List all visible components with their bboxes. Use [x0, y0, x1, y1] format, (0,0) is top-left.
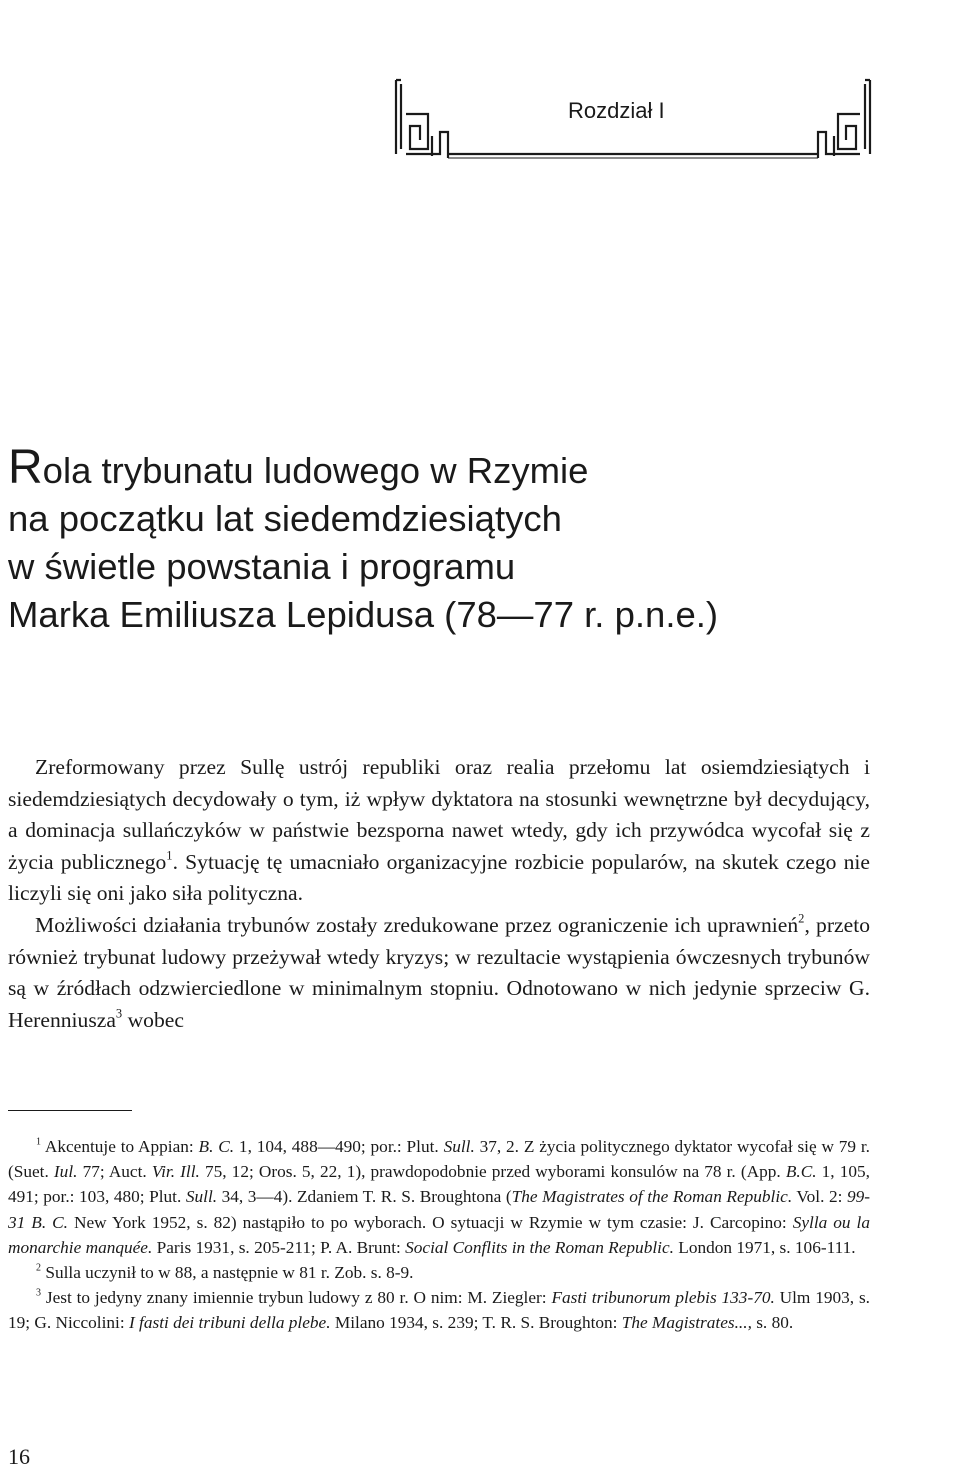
p2-text-a: Możliwości działania trybunów zostały zredukowane przez ograniczenie ich uprawnień — [35, 912, 799, 937]
fn2-text: Sulla uczynił to w 88, a następnie w 81 r. Zob. s. 8-9. — [41, 1263, 414, 1283]
fn3-c: Ulm 1903, s. 19; G. Niccolini: — [8, 1288, 870, 1333]
fn1-t: Social Conflits in the Roman Republic. — [405, 1237, 674, 1257]
chapter-header — [388, 74, 878, 164]
p2-text-b: , przeto również trybunat ludowy przeżywał wtedy kryzys; w rezultacie wystąpienia ówczesnych trybunów są w źródłach odzwierciedlone w minimalnym stopniu. Odnotowano w nich jedynie sprzeciw G. Herenniusza — [8, 912, 870, 1032]
fn1-f: Iul. — [53, 1162, 78, 1182]
fn1-b: B. C. — [198, 1137, 235, 1156]
title-dropcap: R — [8, 441, 43, 494]
fn1-i: 75, 12; Oros. 5, 22, 1), prawdopodobnie przed wyborami konsulów na 78 r. (App. — [199, 1162, 786, 1182]
fn1-k: 1, 105, 491; por.: 103, 480; Plut. — [8, 1162, 870, 1207]
page-number: 16 — [8, 1444, 30, 1469]
paragraph-2 — [8, 910, 870, 1036]
chapter-title — [8, 441, 948, 639]
fn3-d: I fasti dei tribuni della plebe. — [128, 1313, 331, 1333]
fn1-o: Vol. 2: — [792, 1187, 847, 1207]
title-line-3: w świetle powstania i programu — [8, 546, 516, 587]
fn1-q: New York 1952, s. 82) nastąpiło to po wyborach. O sytuacji w Rzymie w tym czasie: J. Carcopino: — [67, 1212, 793, 1232]
footnote-2 — [8, 1260, 870, 1285]
fn1-j: B.C. — [785, 1162, 817, 1182]
fn1-r: Sylla ou la monarchie manquée. — [8, 1212, 870, 1257]
fn1-m: 34, 3—4). Zdaniem T. R. S. Broughtona ( — [217, 1187, 512, 1207]
fn1-n: The Magistrates of the Roman Republic. — [511, 1187, 793, 1207]
footnote-divider — [8, 1110, 132, 1111]
fn1-u: London 1971, s. 106-111. — [673, 1237, 856, 1257]
p1-text-a: Zreformowany przez Sullę ustrój republiki oraz realia przełomu lat osiemdziesiątych i siedemdziesiątych decydowały o tym, iż wpływ dyktatora na stosunki wewnętrzne był decydujący, a dominacja sullańczyków w państwie bezsporna nawet wtedy, gdy ich przywódca wycofał się z życia publicznego — [8, 755, 870, 874]
footnote-ref-1[interactable]: 1 — [166, 848, 173, 863]
fn1-p: 99-31 B. C. — [8, 1187, 871, 1232]
p1-text-b: . Sytuację tę umacniało organizacyjne rozbicie popularów, na skutek czego nie liczyli się oni jako siła polityczna. — [8, 849, 870, 906]
footnote-1 — [8, 1134, 870, 1260]
chapter-label: Rozdział I — [568, 98, 665, 123]
footnote-1-number: 1 — [36, 1136, 42, 1148]
footnote-ref-3[interactable]: 3 — [115, 1006, 123, 1021]
paragraph-1 — [8, 752, 870, 910]
fn1-l: Sull. — [185, 1187, 218, 1207]
fn3-a: Jest to jedyny znany imiennie trybun ludowy z 80 r. O nim: M. Ziegler: — [41, 1288, 552, 1308]
fn1-c: 1, 104, 488—490; por.: Plut. — [234, 1137, 444, 1156]
title-line-1-text: ola trybunatu ludowego w Rzymie — [42, 450, 589, 491]
title-line-2: na początku lat siedemdziesiątych — [8, 498, 562, 539]
p2-text-c: wobec — [122, 1007, 184, 1032]
fn1-e: 37, 2. Z życia politycznego dyktator wycofał się w 79 r. (Suet. — [8, 1137, 871, 1182]
footnote-3 — [8, 1285, 870, 1335]
footnotes — [8, 1134, 870, 1336]
fn3-g: s. 80. — [751, 1313, 794, 1333]
fn3-e: Milano 1934, s. 239; T. R. S. Broughton: — [330, 1313, 622, 1333]
body-text — [8, 752, 870, 1036]
fn3-f: The Magistrates..., — [621, 1313, 752, 1333]
footnote-ref-2[interactable]: 2 — [798, 911, 805, 926]
fn1-a: Akcentuje to Appian: — [41, 1137, 199, 1156]
title-line-4: Marka Emiliusza Lepidusa (78—77 r. p.n.e.) — [8, 594, 719, 635]
fn1-d: Sull. — [443, 1137, 475, 1156]
fn3-b: Fasti tribunorum plebis 133-70. — [551, 1288, 775, 1308]
fn1-h: Vir. Ill. — [151, 1162, 200, 1182]
fn1-s: Paris 1931, s. 205-211; P. A. Brunt: — [152, 1237, 406, 1257]
footnote-3-number: 3 — [36, 1287, 42, 1299]
fn1-g: 77; Auct. — [77, 1162, 152, 1182]
title-line-1 — [8, 441, 948, 495]
footnote-2-number: 2 — [36, 1262, 42, 1274]
